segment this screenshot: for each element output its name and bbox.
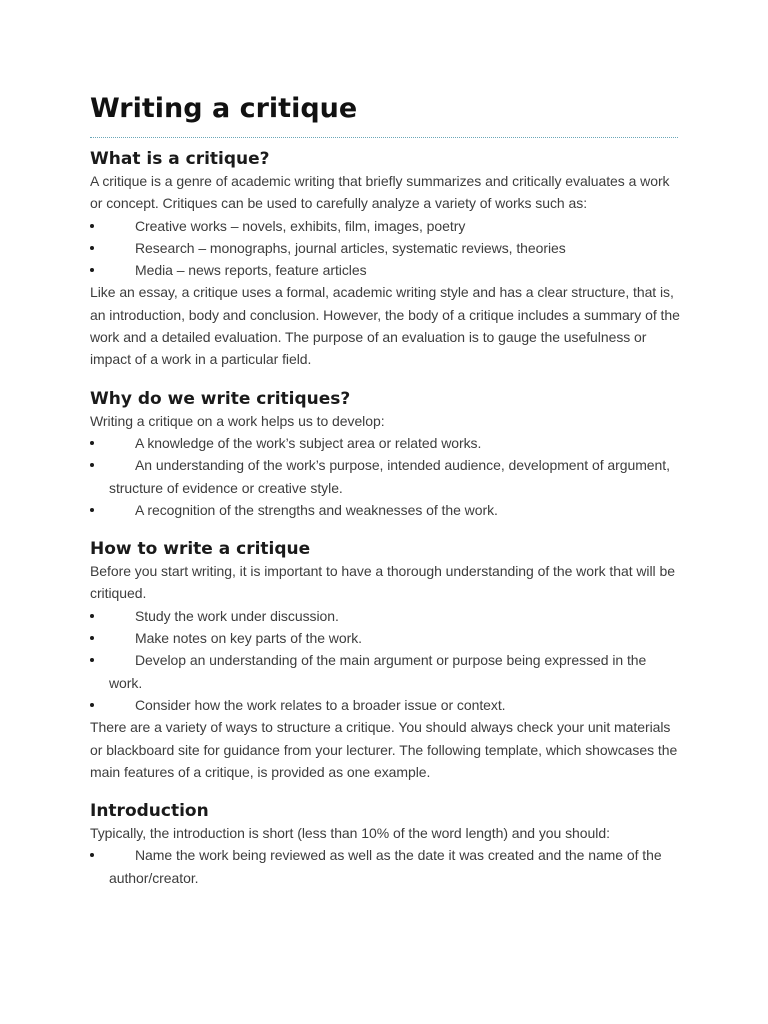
paragraph: A critique is a genre of academic writing that briefly summarizes and critically evaluates a work or concept. Critiques can be used to carefully analyze a variety of works such as: — [90, 173, 670, 212]
section — [90, 800, 680, 889]
document-page — [90, 92, 680, 906]
paragraph: Like an essay, a critique uses a formal, academic writing style and has a clear structure, that is, an introduction, body and conclusion. However, the body of a critique includes a summary of the work and a detailed evaluation. The purpose of an evaluation is to gauge the usefulness or impact of a work in a particular field. — [90, 284, 680, 368]
document-title: Writing a critique — [90, 93, 358, 124]
list-item: Make notes on key parts of the work. — [90, 627, 680, 649]
bullet-list — [90, 605, 680, 716]
section-heading: Introduction — [90, 801, 209, 822]
list-item: Consider how the work relates to a broader issue or context. — [90, 694, 680, 716]
list-item: Media – news reports, feature articles — [90, 259, 680, 281]
section — [90, 148, 680, 371]
section-heading: How to write a critique — [90, 539, 311, 560]
list-item: Study the work under discussion. — [90, 605, 680, 627]
paragraph: Before you start writing, it is important to have a thorough understanding of the work that will be critiqued. — [90, 563, 675, 602]
section-heading: What is a critique? — [90, 149, 270, 169]
paragraph: There are a variety of ways to structure a critique. You should always check your unit materials or blackboard site for guidance from your lecturer. The following template, which showcases the main features of a critique, is provided as one example. — [90, 719, 678, 780]
document-body — [90, 148, 680, 889]
section-heading: Why do we write critiques? — [90, 388, 351, 409]
list-item: A recognition of the strengths and weaknesses of the work. — [90, 499, 680, 521]
paragraph: Typically, the introduction is short (less than 10% of the word length) and you should: — [90, 825, 610, 842]
title-divider — [90, 137, 678, 138]
list-item: Develop an understanding of the main argument or purpose being expressed in the work. — [90, 649, 680, 694]
list-item: An understanding of the work’s purpose, intended audience, development of argument, structure of evidence or creative style. — [90, 454, 680, 499]
list-item: A knowledge of the work’s subject area or related works. — [90, 432, 680, 454]
section — [90, 388, 680, 521]
bullet-list — [90, 844, 680, 889]
list-item: Creative works – novels, exhibits, film, images, poetry — [90, 215, 680, 237]
bullet-list — [90, 432, 680, 521]
bullet-list — [90, 215, 680, 282]
section — [90, 538, 680, 783]
list-item: Name the work being reviewed as well as the date it was created and the name of the author/creator. — [90, 844, 680, 889]
paragraph: Writing a critique on a work helps us to develop: — [90, 412, 385, 429]
list-item: Research – monographs, journal articles, systematic reviews, theories — [90, 237, 680, 259]
